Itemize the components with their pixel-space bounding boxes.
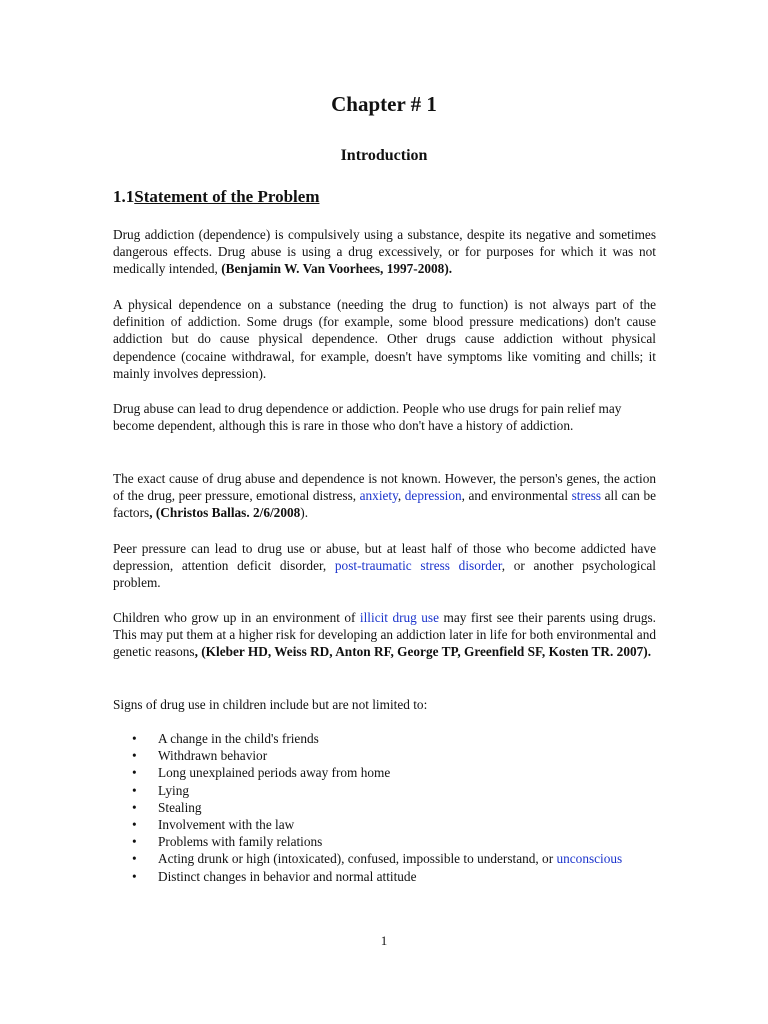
citation-van-voorhees: (Benjamin W. Van Voorhees, 1997-2008). [221,261,453,277]
bullet-icon: • [132,851,137,867]
paragraph-addiction-definition [113,226,656,278]
citation-ballas: , (Christos Ballas. 2/6/2008 [149,505,301,521]
list-item-text: Problems with family relations [158,834,323,850]
list-item-text: Withdrawn behavior [158,748,268,764]
list-item [113,850,656,867]
list-item [113,868,656,885]
list-item [113,730,656,747]
section-heading [113,187,319,207]
list-item [113,747,656,764]
page-number: 1 [380,933,388,948]
list-item [113,799,656,816]
paragraph-text: , or another psychological problem. [113,558,656,591]
list-item [113,816,656,833]
paragraph-children-environment [113,609,656,661]
list-item-text: Long unexplained periods away from home [158,765,391,781]
link-ptsd[interactable]: post-traumatic stress disorder [334,558,502,574]
bullet-icon: • [132,817,137,833]
bullet-icon: • [132,731,137,746]
list-item [113,833,656,850]
bullet-icon: • [132,748,137,764]
signs-list [113,730,656,885]
paragraph-text: Drug abuse can lead to drug dependence or addiction. People who use drugs for pain relief may become dependent, although this is rare in those who don't have a history of addiction. [113,401,622,434]
paragraph-peer-pressure [113,540,656,592]
list-item-text: Involvement with the law [158,817,295,833]
bullet-icon: • [132,765,137,781]
bullet-icon: • [132,868,137,884]
introduction-heading: Introduction [340,147,428,164]
list-item-text: Stealing [158,799,202,815]
list-item-text: Lying [158,782,190,798]
paragraph-end: ). [300,505,309,521]
paragraph-text: A physical dependence on a substance (needing the drug to function) is not always part of the definition of addiction. Some drugs (for example, some blood pressure medications) don't cause addiction but do cause physical dependence. Other drugs cause addiction without physical dependence (cocaine withdrawal, for example, doesn't have symptoms like vomiting and chills; it mainly involves depression). [113,297,656,381]
separator-text: , [397,488,405,504]
paragraph-text: Children who grow up in an environment of [113,610,360,625]
link-depression[interactable]: depression [404,488,462,504]
citation-kleber: , (Kleber HD, Weiss RD, Anton RF, George TP, Greenfield SF, Kosten TR. 2007). [194,644,652,660]
list-item-text: Acting drunk or high (intoxicated), confused, impossible to understand, or [158,851,557,867]
paragraph-text: all can be factors [113,488,657,521]
section-title: Statement of the Problem [134,187,320,206]
link-stress[interactable]: stress [571,488,602,504]
list-item-text: A change in the child's friends [158,731,319,746]
paragraph-text: , and environmental [461,488,572,504]
list-item [113,782,656,799]
section-number: 1.1 [113,187,135,206]
link-unconscious[interactable]: unconscious [556,851,623,867]
link-anxiety[interactable]: anxiety [359,488,398,504]
paragraph-text: Signs of drug use in children include but are not limited to: [113,697,428,712]
bullet-icon: • [132,782,137,798]
link-illicit-drug-use[interactable]: illicit drug use [359,610,440,625]
paragraph-text: The exact cause of drug abuse and dependence is not known. However, the person's genes, the action of the drug, peer pressure, emotional distress, [113,471,656,504]
list-item-text: Distinct changes in behavior and normal attitude [158,868,417,884]
list-item [113,764,656,781]
paragraph-physical-dependence [113,296,656,382]
bullet-icon: • [132,799,137,815]
paragraph-text: Peer pressure can lead to drug use or abuse, but at least half of those who become addicted have depression, attention deficit disorder, [113,541,656,574]
paragraph-text: Drug addiction (dependence) is compulsively using a substance, despite its negative and sometimes dangerous effects. Drug abuse is using a drug excessively, or for purposes for which it was not medically intended, [113,227,656,277]
paragraph-signs-intro [113,696,656,713]
paragraph-drug-abuse [113,400,656,434]
paragraph-text: may first see their parents using drugs. This may put them at a higher risk for developing an addiction later in life for both environmental and genetic reasons [113,610,656,660]
paragraph-causes [113,470,656,522]
chapter-title: Chapter # 1 [331,92,437,116]
bullet-icon: • [132,834,137,850]
